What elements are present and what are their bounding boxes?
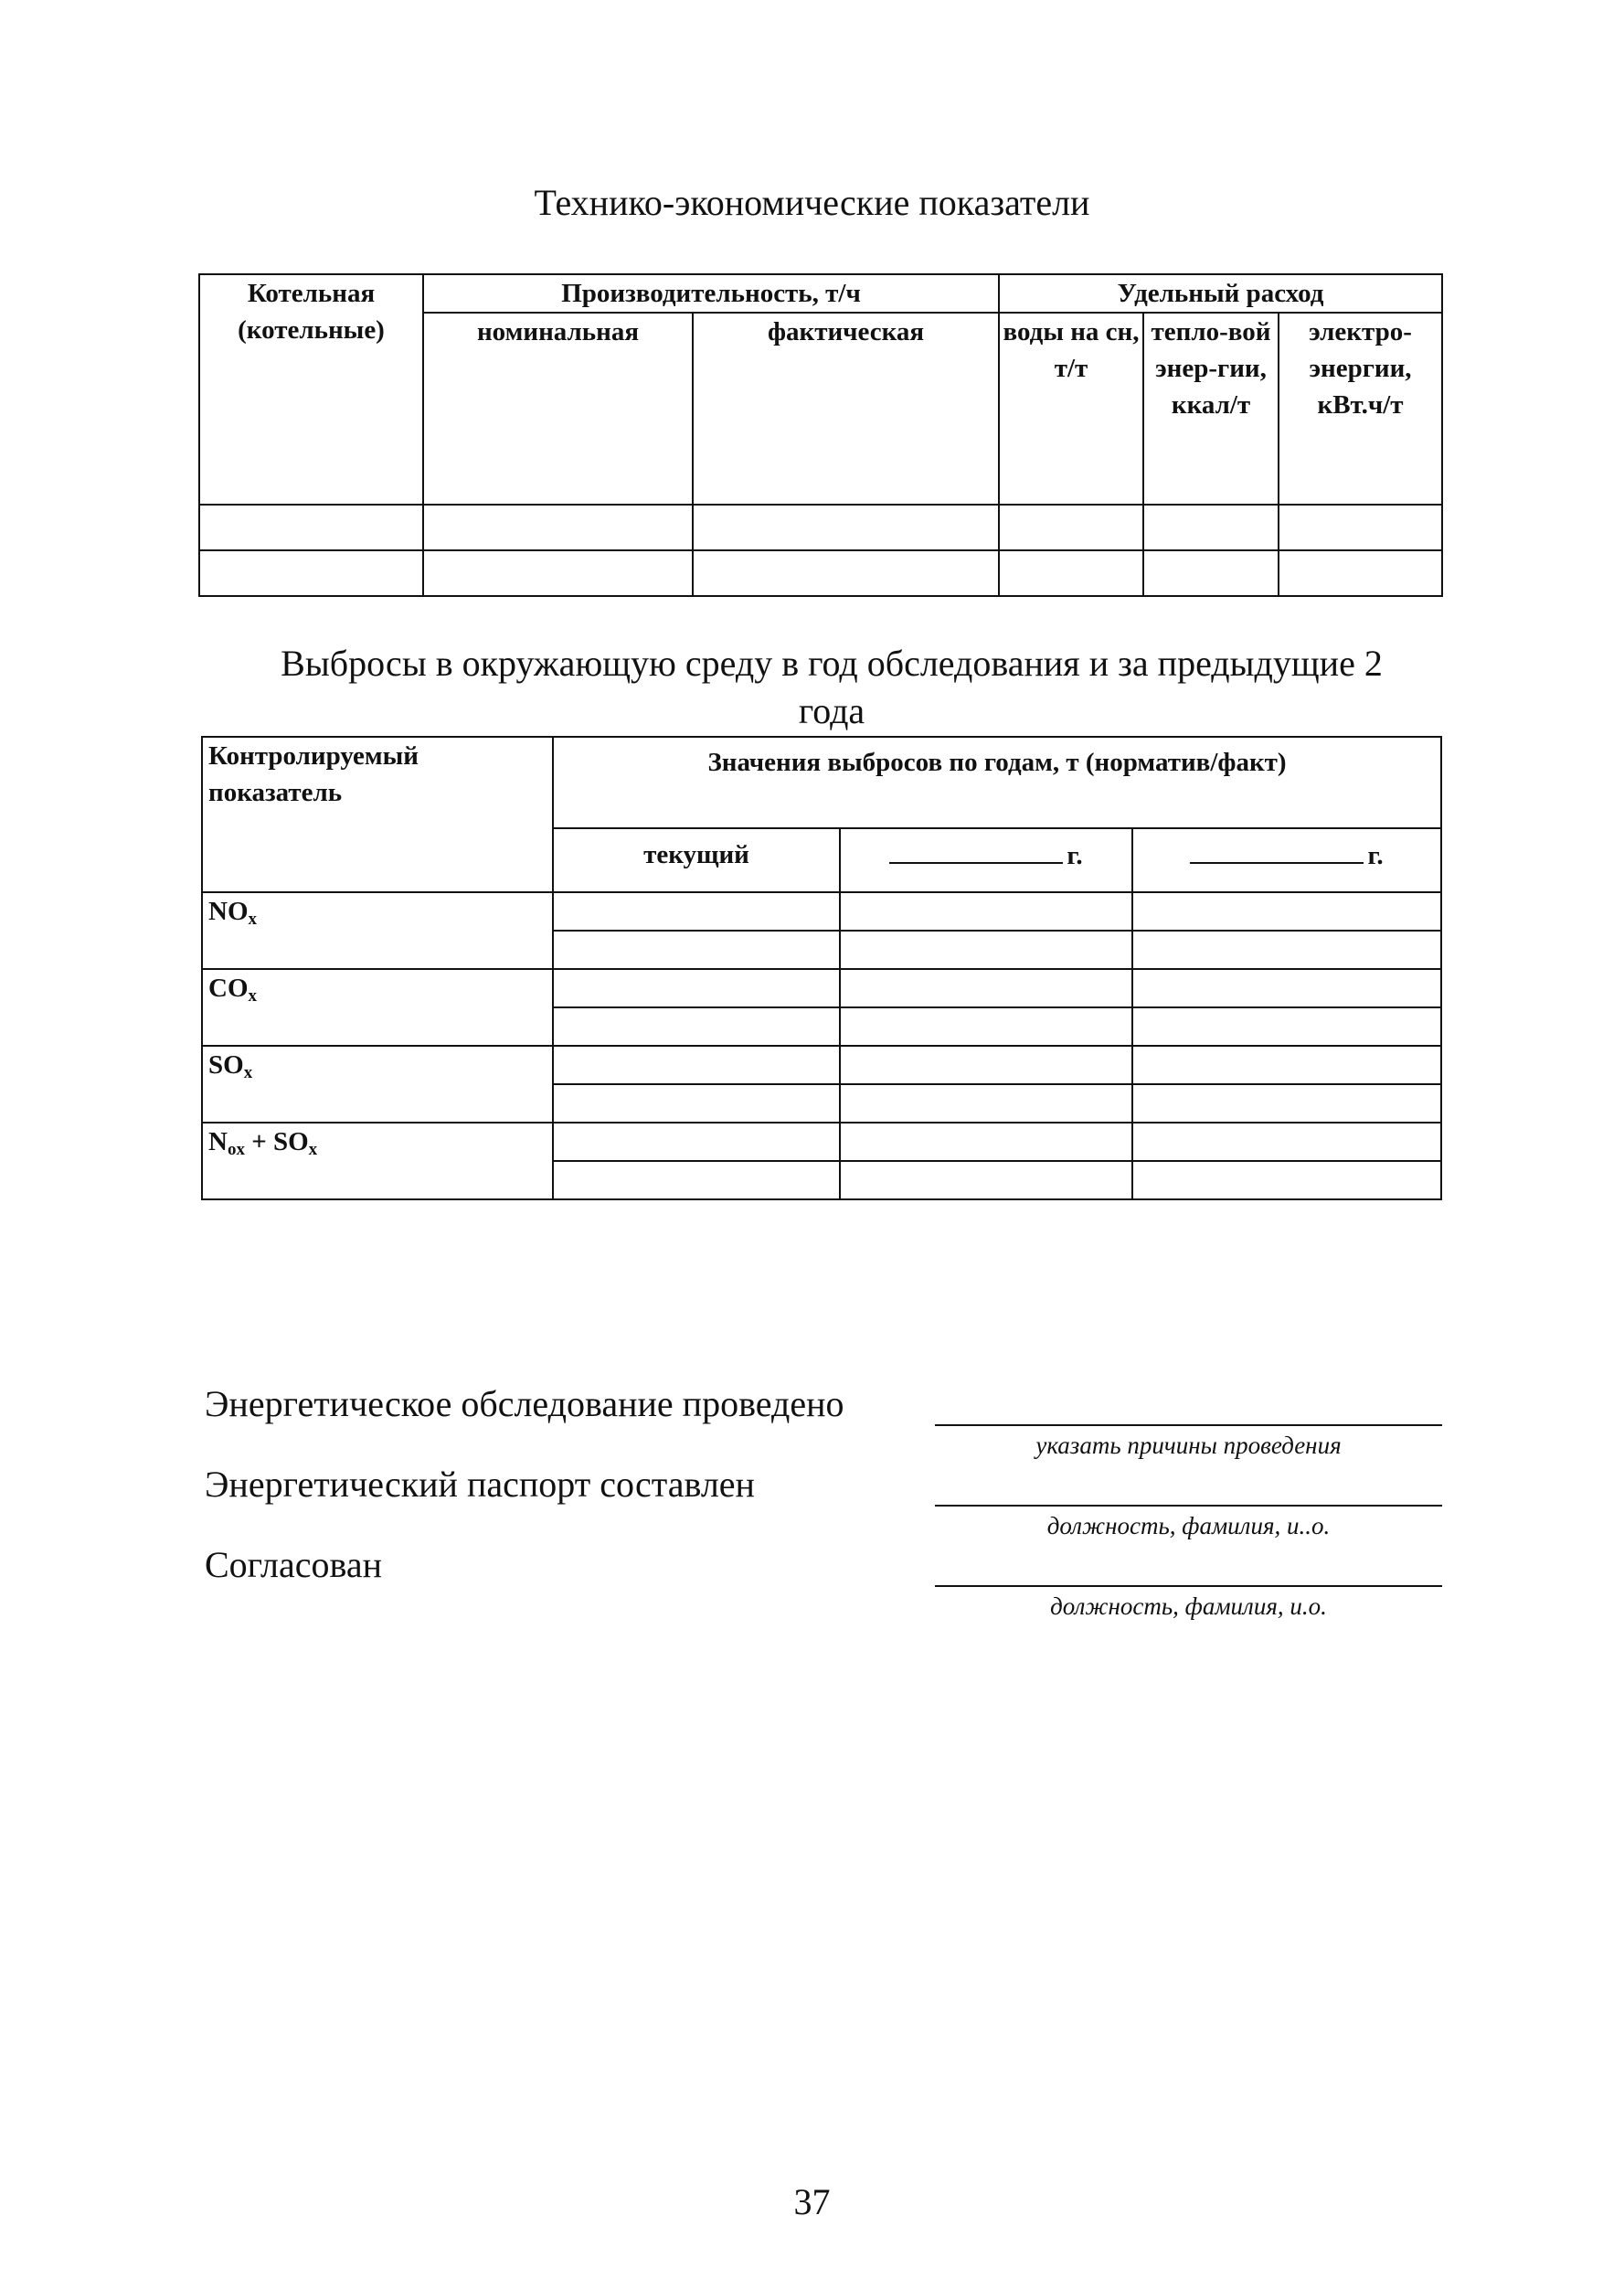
year-suffix: г. (1067, 841, 1083, 870)
table-row (199, 550, 1442, 596)
col-year3-header (1132, 828, 1441, 892)
col-year2-header (840, 828, 1132, 892)
empty-cell (553, 1084, 840, 1123)
table-row (202, 969, 1441, 1007)
col-electric-header: электро-энергии, кВт.ч/т (1279, 313, 1442, 505)
signature-caption: указать причины проведения (1035, 1432, 1342, 1459)
col-water-header: воды на сн, т/т (999, 313, 1143, 505)
empty-cell (553, 1161, 840, 1199)
emissions-table-title: Выбросы в окружающую среду в год обследования и за предыдущие 2 года (281, 643, 1383, 731)
empty-cell (999, 550, 1143, 596)
row-label-nox: $NO_x$ (202, 892, 553, 969)
signature-caption: должность, фамилия, и.о. (1050, 1592, 1327, 1620)
col-heat-header: тепло-вой энер-гии, ккал/т (1143, 313, 1279, 505)
empty-cell (423, 550, 693, 596)
empty-cell (840, 931, 1132, 969)
col-actual-header: фактическая (693, 313, 999, 505)
group-values-header: Значения выбросов по годам, т (норматив/факт) (553, 737, 1441, 828)
col-nominal-header: номинальная (423, 313, 693, 505)
row-label-nox-sox: $N_{ox} + SO_x$ (202, 1123, 553, 1199)
empty-cell (1132, 931, 1441, 969)
empty-cell (840, 1084, 1132, 1123)
year-suffix: г. (1367, 841, 1384, 870)
empty-cell (553, 931, 840, 969)
empty-cell (553, 1123, 840, 1161)
signature-line (935, 1585, 1442, 1587)
empty-cell (840, 892, 1132, 931)
empty-cell (1132, 969, 1441, 1007)
table-row (202, 1123, 1441, 1161)
page-number: 37 (793, 2181, 831, 2222)
table-row (199, 505, 1442, 550)
empty-cell (553, 1046, 840, 1084)
empty-cell (423, 505, 693, 550)
empty-cell (1132, 1046, 1441, 1084)
year-blank (1190, 836, 1364, 864)
col-boiler-header: Котельная (котельные) (199, 274, 423, 505)
empty-cell (1132, 892, 1441, 931)
empty-cell (199, 550, 423, 596)
table-row (202, 892, 1441, 931)
tech-table-title: Технико-экономические показатели (534, 182, 1090, 223)
empty-cell (840, 1007, 1132, 1046)
col-indicator-header: Контролируемый показатель (202, 737, 553, 892)
col-current-header: текущий (553, 828, 840, 892)
empty-cell (999, 505, 1143, 550)
footer-line-approved: Согласован (205, 1544, 383, 1585)
empty-cell (693, 505, 999, 550)
empty-cell (1132, 1123, 1441, 1161)
empty-cell (199, 505, 423, 550)
empty-cell (1132, 1007, 1441, 1046)
footer-line-passport: Энергетический паспорт составлен (205, 1464, 755, 1505)
empty-cell (1132, 1161, 1441, 1199)
empty-cell (553, 1007, 840, 1046)
footer-line-audit: Энергетическое обследование проведено (205, 1383, 844, 1424)
empty-cell (1279, 505, 1442, 550)
year-blank (889, 836, 1063, 864)
empty-cell (1143, 505, 1279, 550)
empty-cell (1279, 550, 1442, 596)
tech-economic-table (198, 273, 1443, 597)
empty-cell (1143, 550, 1279, 596)
table-row (202, 1046, 1441, 1084)
emissions-table (201, 736, 1442, 1200)
group-specific-header: Удельный расход (999, 274, 1442, 313)
row-label-cox: $CO_x$ (202, 969, 553, 1046)
row-label-sox: $SO_x$ (202, 1046, 553, 1123)
empty-cell (553, 969, 840, 1007)
empty-cell (840, 1161, 1132, 1199)
group-capacity-header: Производительность, т/ч (423, 274, 999, 313)
empty-cell (840, 969, 1132, 1007)
empty-cell (553, 892, 840, 931)
signature-line (935, 1424, 1442, 1426)
signature-line (935, 1505, 1442, 1507)
signature-caption: должность, фамилия, и..о. (1046, 1512, 1331, 1539)
empty-cell (693, 550, 999, 596)
empty-cell (840, 1123, 1132, 1161)
empty-cell (840, 1046, 1132, 1084)
empty-cell (1132, 1084, 1441, 1123)
